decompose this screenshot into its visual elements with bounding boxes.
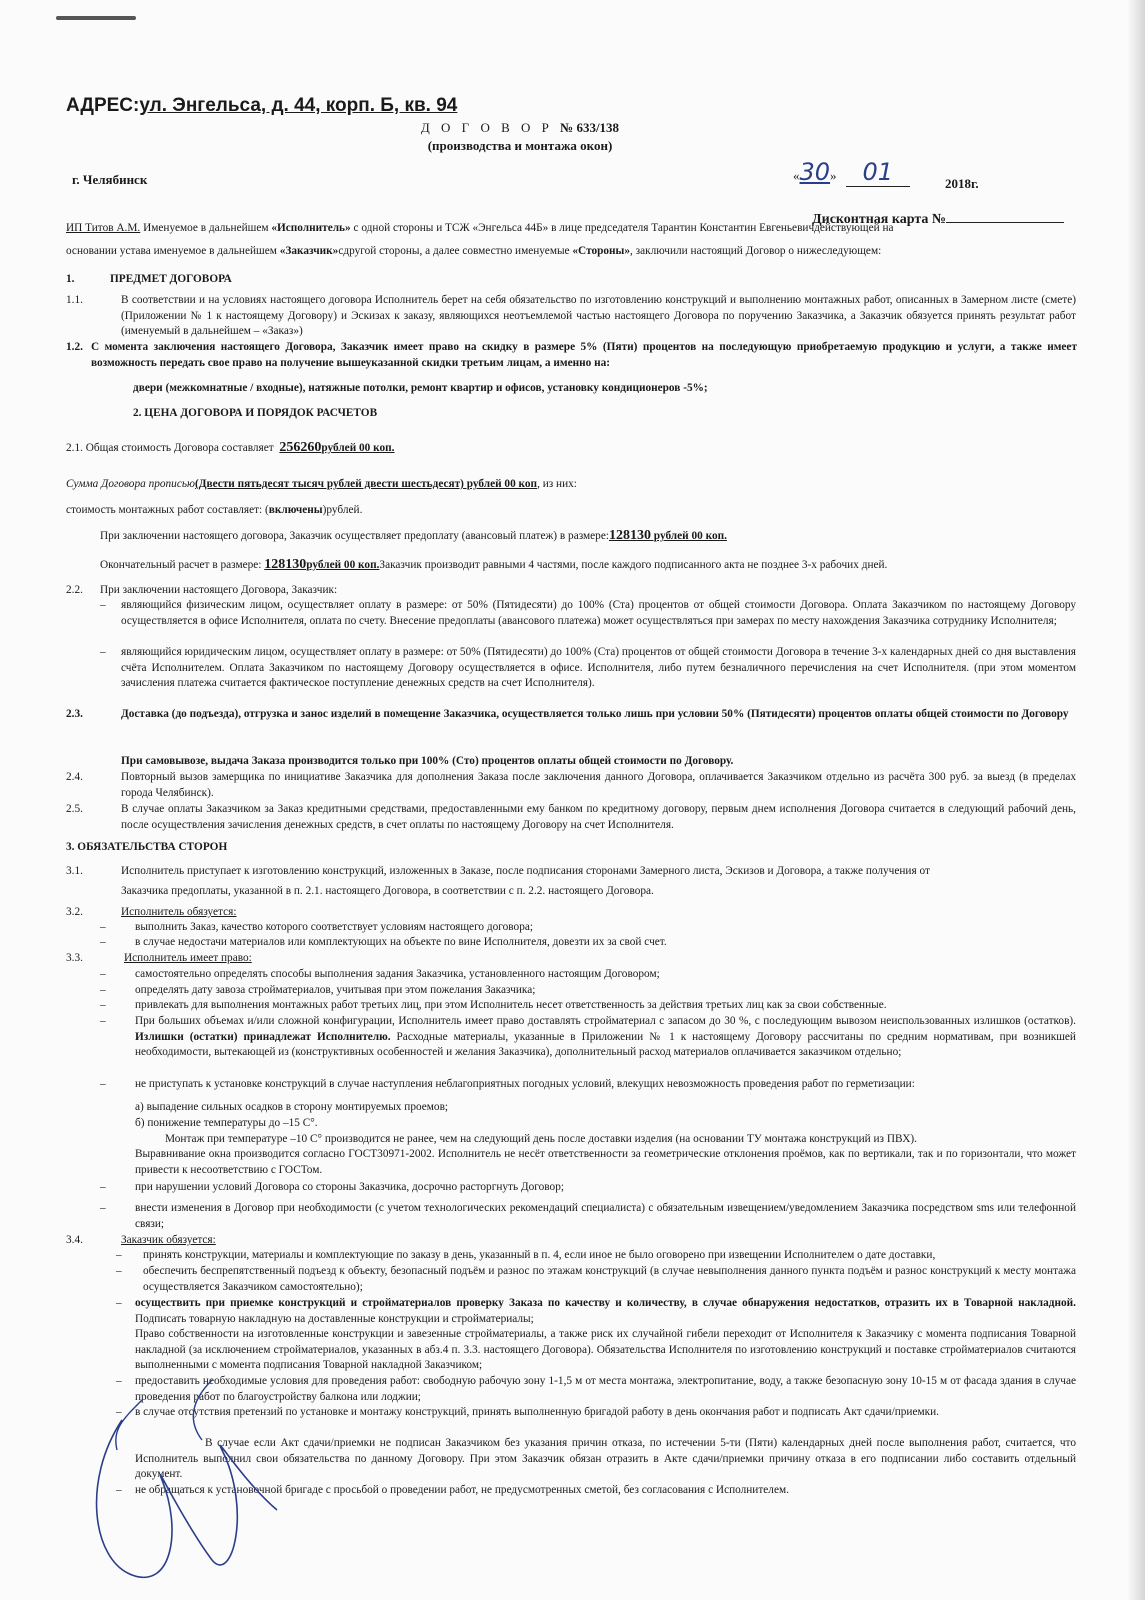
dash: – — [116, 1249, 122, 1261]
p33-f: при нарушении условий Договора со стороны Заказчика, досрочно расторгнуть Договор; — [135, 1181, 564, 1193]
dash: – — [116, 1297, 122, 1309]
p12-list: двери (межкомнатные / входные), натяжные потолки, ремонт квартир и офисов, установку кондиционеров -5%; — [133, 382, 708, 394]
s3-title: 3. ОБЯЗАТЕЛЬСТВА СТОРОН — [66, 841, 228, 853]
p34: Заказчик обязуется: — [121, 1234, 216, 1246]
p22-a: являющийся физическим лицом, осуществляет оплату в размере: от 50% (Пятидесяти) до 100% (Ста) процентов от общей стоимости Договора. Оплата Заказчиком по настоящему Договору осуществляется в офисе Исполнителя, оплата по счету. Внесение предоплаты (авансового платежа) может осуществляться при замерах по месту нахождения Заказчика сотруднику Исполнителя; — [121, 599, 1076, 627]
dash: – — [100, 968, 106, 980]
dash: – — [100, 1015, 106, 1027]
p34-num: 3.4. — [66, 1234, 83, 1246]
dash: – — [116, 1375, 122, 1387]
discount-card: Дисконтная карта № — [812, 210, 1064, 228]
dash: – — [100, 1202, 106, 1214]
p34-b: обеспечить беспрепятственный подъезд к объекту, безопасный подъём и разнос по этажам конструкций (в случае невыполнения данного пункта подъём и разнос конструкций к месту монтажа осуществляется Заказчиком самостоятельно); — [143, 1265, 1076, 1293]
p21: 2.1. Общая стоимость Договора составляет 256260рублей 00 коп. — [66, 440, 395, 455]
p12-num: 1.2. — [66, 341, 83, 353]
s2-title: 2. ЦЕНА ДОГОВОРА И ПОРЯДОК РАСЧЕТОВ — [133, 407, 378, 419]
p31-b: Заказчика предоплаты, указанной в п. 2.1. настоящего Договора, в соответствии с п. 2.2. настоящего Договора. — [121, 885, 654, 897]
dash: – — [100, 999, 106, 1011]
p23: Доставка (до подъезда), отгрузка и занос изделий в помещение Заказчика, осуществляется только лишь при условии 50% (Пятидесяти) процентов оплаты общей стоимости по Договору — [121, 708, 1069, 720]
p34-a: принять конструкции, материалы и комплектующие по заказу в день, указанный в п. 4, если иное не было оговорено при извещении Исполнителем о дате доставки, — [143, 1249, 936, 1261]
contract-subtitle: (производства и монтажа окон) — [427, 138, 613, 153]
p33-b: определять дату завоза стройматериалов, учитывая при этом пожелания Заказчика; — [135, 984, 536, 996]
p32-b: в случае недостачи материалов или комплектующих на объекте по вине Исполнителя, довезти их за свой счет. — [135, 936, 667, 948]
p33-e: не приступать к установке конструкций в случае наступления неблагоприятных погодных условий, влекущих невозможность проведения работ по герметизации: — [135, 1078, 915, 1090]
p25: В случае оплаты Заказчиком за Заказ кредитными средствами, предоставленными ему банком по кредитному договору, первым днем исполнения Договора считается в следующий рабочий день, после осуществления зачисления денежных средств, в счет оплаты по настоящему Договору на счет Исполнителя. — [121, 803, 1076, 831]
p34-e: в случае отсутствия претензий по установке и монтажу конструкций, принять выполненную бригадой работу в день окончания работ и подписать Акт сдачи/приемки. — [135, 1406, 939, 1418]
prepayment: При заключении настоящего договора, Заказчик осуществляет предоплату (авансовый платеж) в размере:128130 рублей 00 коп. — [100, 528, 727, 543]
p34-d: предоставить необходимые условия для проведения работ: свободную рабочую зону 1-1,5 м от места монтажа, электропитание, воду, а также безопасную зону 10-15 м от фасада здания в случае проведения работ по благоустройству балкона или лоджии; — [135, 1375, 1076, 1403]
p11-num: 1.1. — [66, 294, 83, 306]
p11: В соответствии и на условиях настоящего договора Исполнитель берет на себя обязательство по изготовлению конструкций и выполнению монтажных работ, описанных в Замерном листе (смете) (Приложении № 1 к настоящему Договору) и Эскизах к заказу, являющихся неотъемлемой частью настоящего Договора по поручению Заказчика, а Заказчик обязуется принять результат работ (именуемый в дальнейшем – «Заказ») — [121, 294, 1076, 337]
p34-c3: Право собственности на изготовленные конструкции и завезенные стройматериалы, а также риск их случайной гибели переходит от Исполнителя к Заказчику с момента подписания Товарной накладной (за исключением стройматериалов, указанных в абз.4 п. 3.3. настоящего Договора). Обязательства Исполнителя по изготовлению конструкций и поставке стройматериалов считаются выполненными с момента подписания Товарной накладной Заказчиком; — [135, 1328, 1076, 1371]
p33-g: внести изменения в Договор при необходимости (с учетом технологических рекомендаций специалиста) с обязательным извещением/уведомлением Заказчика посредством sms или телефонной связи; — [135, 1202, 1076, 1230]
dash: – — [116, 1265, 122, 1277]
dash: – — [100, 921, 106, 933]
p32-num: 3.2. — [66, 906, 83, 918]
p33-e-b: б) понижение температуры до –15 С°. — [135, 1117, 318, 1129]
p12: С момента заключения настоящего Договора, Заказчик имеет право на скидку в размере 5% (Пяти) процентов на последующую приобретаемую продукцию и услуги, а также имеет возможность передать свое право на получение вышеуказанной скидки третьим лицам, а именно на: — [91, 341, 1077, 369]
address: АДРЕС:ул. Энгельса, д. 44, корп. Б, кв. 94 — [66, 95, 458, 116]
intro-line-2: основании устава именуемое в дальнейшем «Заказчик»сдругой стороны, а далее совместно именуемые «Стороны», заключили настоящий Договор о нижеследующем: — [66, 245, 882, 257]
scan-edge — [1127, 0, 1145, 1600]
p33-a: самостоятельно определять способы выполнения задания Заказчика, установленного настоящим Договором; — [135, 968, 660, 980]
s1-num: 1. — [66, 273, 75, 285]
p33-e-c: Монтаж при температуре –10 С° производится не ранее, чем на следующий день после доставки изделия (на основании ТУ монтажа конструкций из ПВХ). — [165, 1133, 917, 1145]
contract-title: Д О Г О В О Р № 633/138 — [420, 120, 620, 135]
p34-c: осуществить при приемке конструкций и стройматериалов проверку Заказа по качеству и количеству, в случае обнаружения недостатков, отразить их в Товарной накладной. Подписать товарную накладную на доставленные конструкции и стройматериалы; — [135, 1297, 1076, 1325]
sum-in-words: Сумма Договора прописью(Двести пятьдесят тысяч рублей двести шестьдесят) рублей 00 коп, из них: — [66, 478, 577, 490]
p24-num: 2.4. — [66, 771, 83, 783]
p22: При заключении настоящего Договора, Заказчик: — [100, 584, 338, 596]
dash: – — [116, 1484, 122, 1496]
dash: – — [100, 1078, 106, 1090]
contract-year: 2018г. — [945, 176, 979, 191]
dash: – — [100, 936, 106, 948]
city: г. Челябинск — [72, 172, 148, 187]
install-cost: стоимость монтажных работ составляет: (включены)рублей. — [66, 504, 363, 516]
p33-c: привлекать для выполнения монтажных работ третьих лиц, при этом Исполнитель несет ответственность за действия третьих лиц как за свои собственные. — [135, 999, 887, 1011]
p34-g: не обращаться к установочной бригаде с просьбой о проведении работ, не предусмотренных сметой, без согласования с Исполнителем. — [135, 1484, 789, 1496]
dash: – — [100, 1181, 106, 1193]
dash: – — [100, 599, 106, 611]
p33: Исполнитель имеет право: — [124, 952, 252, 964]
p33-d: При больших объемах и/или сложной конфигурации, Исполнитель имеет право доставлять стройматериал с запасом до 30 %, с последующим вывозом неиспользованных излишков (остатков). Излишки (остатки) принадлежат Исполнителю. Расходные материалы, указанные в Приложении № 1 к настоящему Договору рассчитаны по средним нормативам, при возникшей необходимости, вытекающей из (конструктивных особенностей и желания Заказчика), дополнительный расход материалов оплачивается заказчиком отдельно; — [135, 1015, 1076, 1058]
p31: Исполнитель приступает к изготовлению конструкций, изложенных в Заказе, после подписания сторонами Замерного листа, Эскизов и Договора, а также получения от — [121, 865, 930, 877]
p22-num: 2.2. — [66, 584, 83, 596]
p33-num: 3.3. — [66, 952, 83, 964]
dash: – — [116, 1406, 122, 1418]
p32-a: выполнить Заказ, качество которого соответствует условиям настоящего договора; — [135, 921, 533, 933]
contract-date: «30» 01 — [793, 158, 910, 187]
dash: – — [100, 646, 106, 658]
p23-num: 2.3. — [66, 708, 83, 720]
p24: Повторный вызов замерщика по инициативе Заказчика для дополнения Заказа после заключения данного Договора, оплачивается Заказчиком отдельно из расчёта 300 руб. за выезд (в пределах города Челябинск). — [121, 771, 1076, 799]
final-payment: Окончательный расчет в размере: 128130рублей 00 коп.Заказчик производит равными 4 частями, после каждого подписанного акта не позднее 3-х рабочих дней. — [100, 557, 888, 572]
p22-b: являющийся юридическим лицом, осуществляет оплату в размере: от 50% (Пятидесяти) до 100% (Ста) процентов от общей стоимости Договора в течение 3-х календарных дней со дня выставления счёта Исполнителем. Оплата Заказчиком по настоящему Договору осуществляется в офисе. Исполнителя, либо путем безналичного перечисления на счет Исполнителя. (при этом моментом зачисления платежа считается фактическое поступление денежных средств на счет Исполнителя). — [121, 646, 1076, 689]
scan-mark — [56, 16, 136, 20]
p23-b: При самовывозе, выдача Заказа производится только при 100% (Сто) процентов оплаты общей стоимости по Договору. — [121, 755, 734, 767]
signature-scribble — [62, 1360, 322, 1600]
dash: – — [100, 984, 106, 996]
p33-e-a: а) выпадение сильных осадков в сторону монтируемых проемов; — [135, 1101, 449, 1113]
p31-num: 3.1. — [66, 865, 83, 877]
intro-line-1: ИП Титов А.М. Именуемое в дальнейшем «Исполнитель» с одной стороны и ТСЖ «Энгельса 44Б» в лице председателя Тарантин Константин Евгеньевичдействующей на — [66, 222, 894, 234]
p33-e-d: Выравнивание окна производится согласно ГОСТ30971-2002. Исполнитель не несёт ответственности за геометрические отклонения проёмов, как по вертикали, так и по горизонтали, что может привести к несоответствию с ГОСТом. — [135, 1148, 1076, 1176]
p25-num: 2.5. — [66, 803, 83, 815]
p34-f: В случае если Акт сдачи/приемки не подписан Заказчиком без указания причин отказа, по истечении 5-ти (Пяти) календарных дней после выполнения работ, считается, что Исполнитель выполнил свои обязательства по данному Договору. При этом Заказчик обязан отразить в Акте сдачи/приемки причину отказа в его подписании либо составить отдельный документ. — [135, 1437, 1076, 1480]
p32: Исполнитель обязуется: — [121, 906, 237, 918]
s1-title: ПРЕДМЕТ ДОГОВОРА — [110, 273, 232, 285]
